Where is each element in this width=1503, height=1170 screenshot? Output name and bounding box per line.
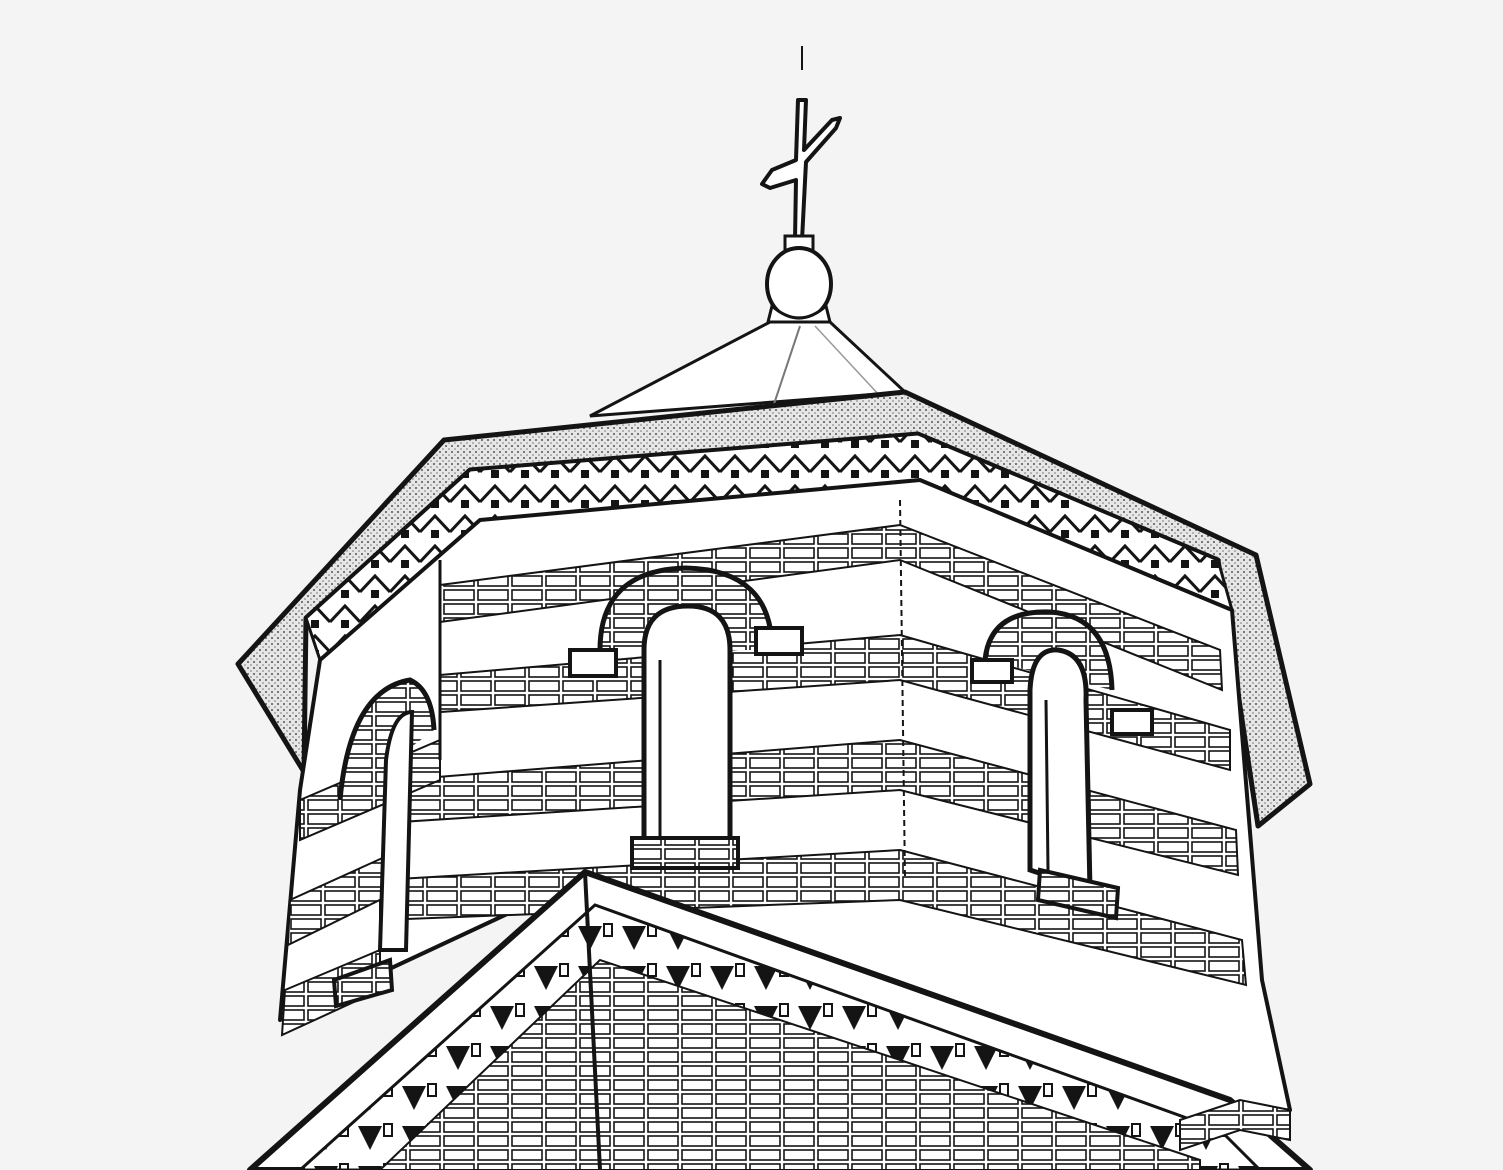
finial-icon	[767, 236, 831, 331]
cross-icon	[762, 46, 840, 240]
